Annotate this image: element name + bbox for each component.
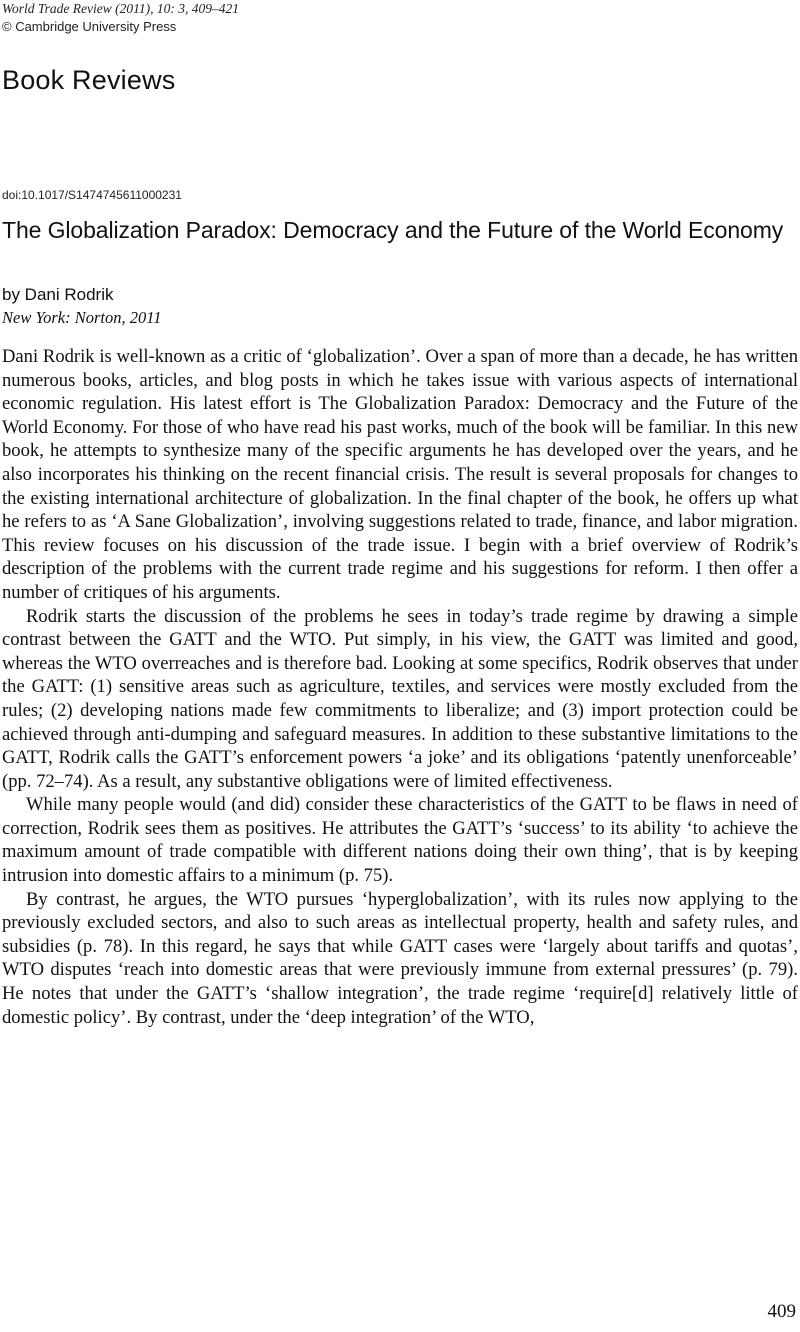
page-number: 409	[767, 1301, 796, 1322]
review-body	[2, 345, 798, 1029]
doi-line: doi:10.1017/S1474745611000231	[2, 188, 182, 202]
copyright-line: © Cambridge University Press	[2, 19, 177, 34]
paragraph-3: While many people would (and did) consider these characteristics of the GATT to be flaws in need of correction, Rodrik sees them as positives. He attributes the GATT’s ‘success’ to its ability ‘to achieve the maximum amount of trade compatible with different nations doing their own thing’, that is by keeping intrusion into domestic affairs to a minimum (p. 75).	[2, 794, 798, 887]
book-title: The Globalization Paradox: Democracy and the Future of the World Economy	[2, 217, 784, 243]
paragraph-2: Rodrik starts the discussion of the problems he sees in today’s trade regime by drawing a simple contrast between the GATT and the WTO. Put simply, in his view, the GATT was limited and good, whereas the WTO overreaches and is therefore bad. Looking at some specifics, Rodrik observes that under the GATT: (1) sensitive areas such as agriculture, textiles, and services were mostly excluded from the rules; (2) developing nations made few commitments to liberalize; and (3) import protection could be achieved through anti-dumping and safeguard measures. In addition to these substantive limitations to the GATT, Rodrik calls the GATT’s enforcement powers ‘a joke’ and its obligations ‘patently unenforceable’ (pp. 72–74). As a result, any substantive obligations were of limited effectiveness.	[2, 605, 798, 792]
book-publisher: New York: Norton, 2011	[2, 308, 162, 327]
section-title: Book Reviews	[2, 65, 176, 95]
running-head: World Trade Review (2011), 10: 3, 409–421	[2, 1, 239, 16]
paragraph-4: By contrast, he argues, the WTO pursues ‘hyperglobalization’, with its rules now applying to the previously excluded sectors, and also to such areas as intellectual property, health and safety rules, and subsidies (p. 78). In this regard, he says that while GATT cases were ‘largely about tariffs and quotas’, WTO disputes ‘reach into domestic areas that were previously immune from external pressures’ (p. 79). He notes that under the GATT’s ‘shallow integration’, the trade regime ‘require[d] relatively little of domestic policy’. By contrast, under the ‘deep integration’ of the WTO,	[2, 888, 798, 1028]
book-author: by Dani Rodrik	[2, 285, 114, 304]
paragraph-1: Dani Rodrik is well-known as a critic of ‘globalization’. Over a span of more than a decade, he has written numerous books, articles, and blog posts in which he takes issue with various aspects of international economic regulation. His latest effort is The Globalization Paradox: Democracy and the Future of the World Economy. For those of who have read his past works, much of the book will be familiar. In this new book, he attempts to synthesize many of the specific arguments he has developed over the years, and he also incorporates his thinking on the recent financial crisis. The result is several proposals for changes to the existing international architecture of globalization. In the final chapter of the book, he offers up what he refers to as ‘A Sane Globalization’, involving suggestions related to trade, finance, and labor migration. This review focuses on his discussion of the trade issue. I begin with a brief overview of Rodrik’s description of the problems with the current trade regime and his suggestions for reform. I then offer a number of critiques of his arguments.	[2, 346, 798, 603]
